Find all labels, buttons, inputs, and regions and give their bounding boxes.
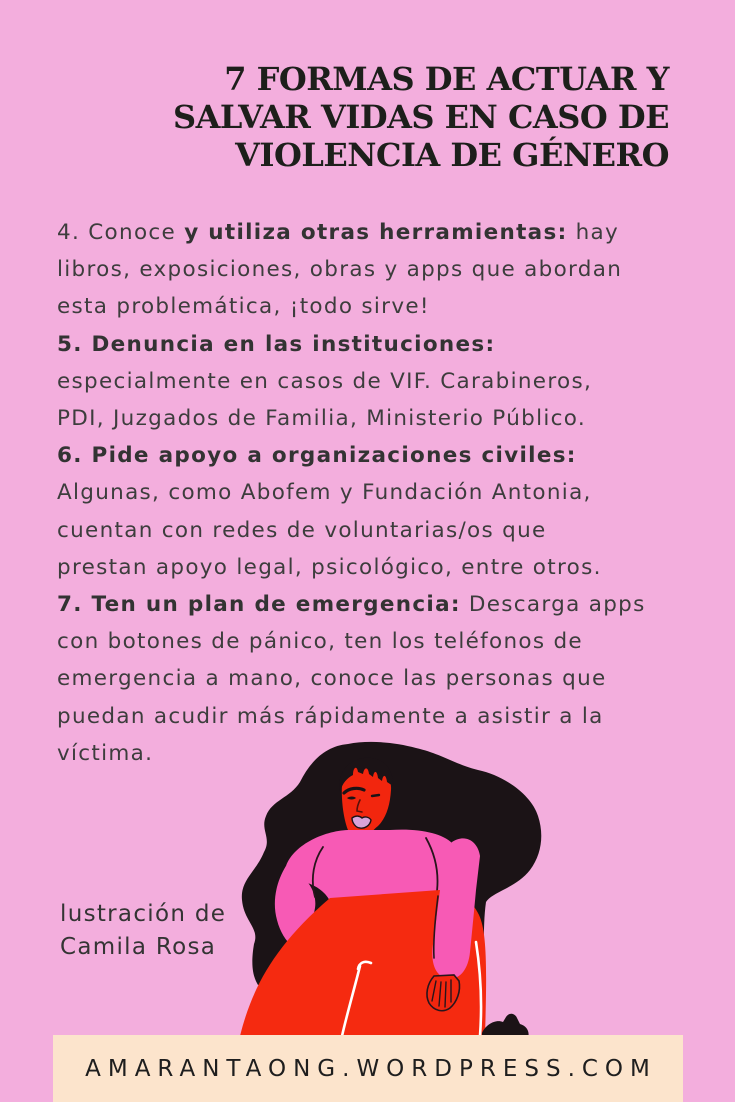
woman-illustration [230, 730, 570, 1050]
body-line: con botones de pánico, ten los teléfonos de [57, 629, 583, 655]
body-line: 5. Denuncia en las instituciones: [57, 331, 496, 357]
title-line-3: VIOLENCIA DE GÉNERO [235, 136, 669, 174]
body-line: emergencia a mano, conoce las personas que [57, 666, 607, 692]
body-line: prestan apoyo legal, psicológico, entre otros. [57, 554, 602, 580]
body-text [57, 214, 687, 772]
body-line: libros, exposiciones, obras y apps que abordan [57, 257, 623, 283]
credit-line-2: Camila Rosa [60, 934, 217, 960]
eye-right [372, 795, 379, 796]
footer-url[interactable]: AMARANTAONG.WORDPRESS.COM [85, 1055, 657, 1082]
footer-bar [53, 1035, 683, 1102]
body-line: esta problemática, ¡todo sirve! [57, 294, 430, 320]
body-line: PDI, Juzgados de Familia, Ministerio Público. [57, 406, 586, 432]
body-line: 4. Conoce y utiliza otras herramientas: hay [57, 220, 620, 245]
body-line: puedan acudir más rápidamente a asistir a la [57, 703, 604, 729]
body-line: víctima. [57, 740, 154, 766]
title-line-1: 7 FORMAS DE ACTUAR Y [224, 60, 669, 98]
credit-line-1: lustración de [60, 901, 227, 927]
body-line: cuentan con redes de voluntarias/os que [57, 517, 547, 543]
body-line: Algunas, como Abofem y Fundación Antonia, [57, 480, 592, 506]
title-line-2: SALVAR VIDAS EN CASO DE [172, 98, 669, 136]
body-line: 7. Ten un plan de emergencia: Descarga apps [57, 592, 646, 618]
page-title [89, 60, 669, 174]
body-line: 6. Pide apoyo a organizaciones civiles: [57, 443, 577, 469]
illustrator-credit [60, 898, 320, 964]
body-line: especialmente en casos de VIF. Carabineros, [57, 368, 593, 394]
